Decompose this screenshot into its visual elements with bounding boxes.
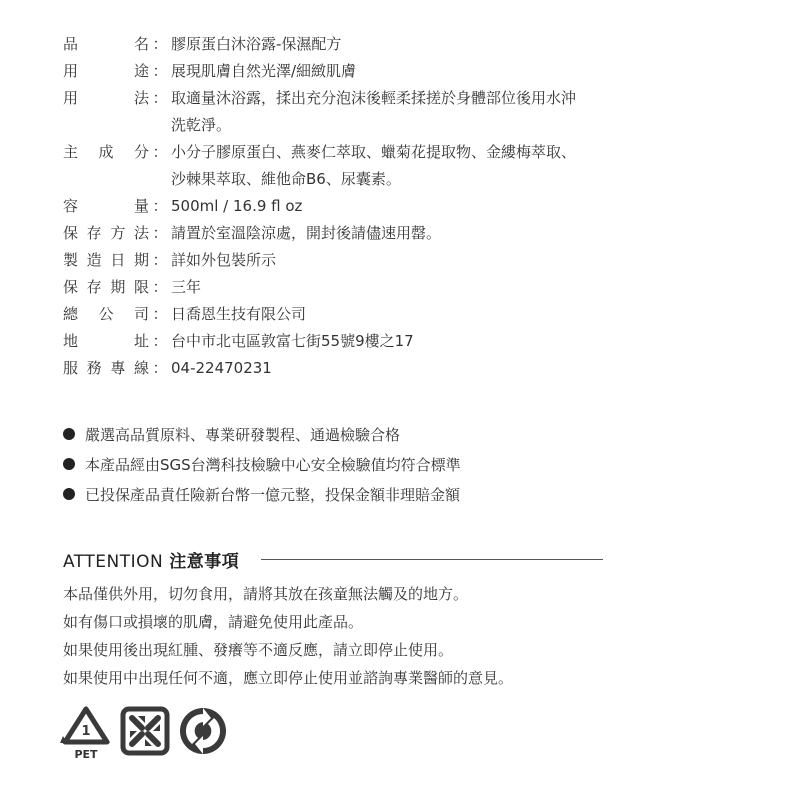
spec-label-char: 品 (63, 35, 79, 53)
spec-label-char: 主 (63, 143, 79, 161)
attention-item: 如果使用後出現紅腫、發癢等不適反應，請立即停止使用。 (63, 641, 454, 659)
attention-title (63, 547, 239, 572)
spec-label-char: 量 (133, 197, 149, 215)
spec-label-char: 方 (110, 224, 126, 242)
spec-label-char: 法 (133, 224, 149, 242)
spec-value-line: 詳如外包裝所示 (171, 251, 277, 269)
spec-value (171, 139, 743, 193)
spec-row (63, 220, 743, 247)
spec-value-line: 洗乾淨。 (171, 116, 232, 134)
spec-value (171, 58, 743, 85)
attention-list (63, 580, 513, 692)
bullet-dot-icon (63, 488, 75, 500)
spec-colon: ： (152, 62, 168, 80)
spec-colon: ： (152, 224, 168, 242)
spec-label (63, 139, 149, 193)
spec-label (63, 220, 149, 247)
spec-label-char: 途 (133, 62, 149, 80)
spec-value-line: 500ml / 16.9 fl oz (171, 197, 303, 215)
spec-label-char: 用 (63, 89, 79, 107)
spec-label-char: 分 (133, 143, 149, 161)
spec-label-char: 期 (133, 251, 149, 269)
spec-value (171, 274, 743, 301)
attention-item: 本品僅供外用，切勿食用，請將其放在孩童無法觸及的地方。 (63, 585, 469, 603)
pet-label: PET (74, 748, 98, 761)
spec-value-line: 小分子膠原蛋白、燕麥仁萃取、蠟菊花提取物、金縷梅萃取、 (171, 143, 577, 161)
spec-value-line: 三年 (171, 278, 202, 296)
product-spec-list (63, 31, 743, 382)
spec-value-line: 展現肌膚自然光澤/細緻肌膚 (171, 62, 357, 80)
spec-label-char: 法 (133, 89, 149, 107)
spec-label-char: 用 (63, 62, 79, 80)
bullet-dot-icon (63, 458, 75, 470)
spec-value (171, 301, 743, 328)
spec-row (63, 85, 743, 139)
spec-colon: ： (152, 332, 168, 350)
spec-value (171, 247, 743, 274)
spec-label (63, 328, 149, 355)
spec-label (63, 355, 149, 382)
spec-value-line: 台中市北屯區敦富七街55號9樓之17 (171, 332, 414, 350)
spec-label-char: 務 (86, 359, 102, 377)
spec-label-char: 總 (63, 305, 79, 323)
spec-value-line: 請置於室溫陰涼處，開封後請儘速用罄。 (171, 224, 442, 242)
spec-value-line: 膠原蛋白沐浴露-保濕配方 (171, 35, 342, 53)
spec-colon: ： (152, 89, 168, 107)
spec-value-line: 日喬恩生技有限公司 (171, 305, 307, 323)
spec-row (63, 301, 743, 328)
spec-value (171, 220, 743, 247)
spec-value-line: 04-22470231 (171, 359, 272, 377)
spec-label-char: 地 (63, 332, 79, 350)
spec-row (63, 193, 743, 220)
feature-bullet (63, 479, 461, 509)
spec-label-char: 保 (63, 224, 79, 242)
spec-label-char: 服 (63, 359, 79, 377)
paper-container-recycle-icon (120, 706, 170, 760)
feature-bullet-text: 已投保產品責任險新台幣一億元整，投保金額非理賠金額 (85, 485, 461, 504)
spec-label-char: 容 (63, 197, 79, 215)
spec-label-char: 司 (133, 305, 149, 323)
spec-colon: ： (152, 35, 168, 53)
pet-number: 1 (81, 724, 91, 739)
spec-row (63, 328, 743, 355)
spec-label (63, 85, 149, 139)
feature-bullet-text: 本產品經由SGS台灣科技檢驗中心安全檢驗值均符合標準 (85, 455, 461, 474)
spec-label-char: 保 (63, 278, 79, 296)
spec-row (63, 274, 743, 301)
spec-label-char: 製 (63, 251, 79, 269)
spec-value-line: 沙棘果萃取、維他命B6、尿囊素。 (171, 170, 401, 188)
pet-recycle-icon (60, 706, 112, 761)
spec-colon: ： (152, 359, 168, 377)
spec-value (171, 85, 743, 139)
spec-label (63, 31, 149, 58)
attention-title-en: ATTENTION (63, 552, 164, 572)
spec-label-char: 線 (133, 359, 149, 377)
spec-row (63, 58, 743, 85)
spec-label (63, 301, 149, 328)
spec-colon: ： (152, 143, 168, 161)
attention-title-zh: 注意事項 (169, 552, 240, 572)
spec-value (171, 355, 743, 382)
spec-value-line: 取適量沐浴露，揉出充分泡沫後輕柔揉搓於身體部位後用水沖 (171, 89, 577, 107)
feature-bullet (63, 419, 461, 449)
spec-colon: ： (152, 305, 168, 323)
spec-label-char: 限 (133, 278, 149, 296)
feature-bullet-text: 嚴選高品質原料、專業研發製程、通過檢驗合格 (85, 425, 401, 444)
spec-label-char: 日 (110, 251, 126, 269)
bullet-dot-icon (63, 428, 75, 440)
spec-label-char: 址 (133, 332, 149, 350)
spec-value (171, 328, 743, 355)
spec-label-char: 專 (110, 359, 126, 377)
recycle-icons (60, 706, 236, 761)
attention-header (63, 547, 603, 572)
feature-bullets (63, 419, 461, 509)
feature-bullet (63, 449, 461, 479)
spec-label-char: 期 (110, 278, 126, 296)
spec-row (63, 247, 743, 274)
spec-row (63, 139, 743, 193)
spec-label-char: 存 (86, 224, 102, 242)
spec-value (171, 193, 743, 220)
spec-label-char: 公 (98, 305, 114, 323)
spec-row (63, 31, 743, 58)
attention-item: 如果使用中出現任何不適，應立即停止使用並諮詢專業醫師的意見。 (63, 669, 514, 687)
spec-value (171, 31, 743, 58)
spec-label (63, 193, 149, 220)
spec-colon: ： (152, 197, 168, 215)
spec-colon: ： (152, 278, 168, 296)
attention-divider (261, 559, 603, 560)
spec-label (63, 274, 149, 301)
spec-label (63, 247, 149, 274)
attention-item: 如有傷口或損壞的肌膚，請避免使用此產品。 (63, 613, 364, 631)
spec-label (63, 58, 149, 85)
spec-label-char: 名 (133, 35, 149, 53)
spec-label-char: 存 (86, 278, 102, 296)
spec-colon: ： (152, 251, 168, 269)
spec-label-char: 造 (86, 251, 102, 269)
spec-label-char: 成 (98, 143, 114, 161)
green-dot-icon (178, 706, 228, 760)
spec-row (63, 355, 743, 382)
